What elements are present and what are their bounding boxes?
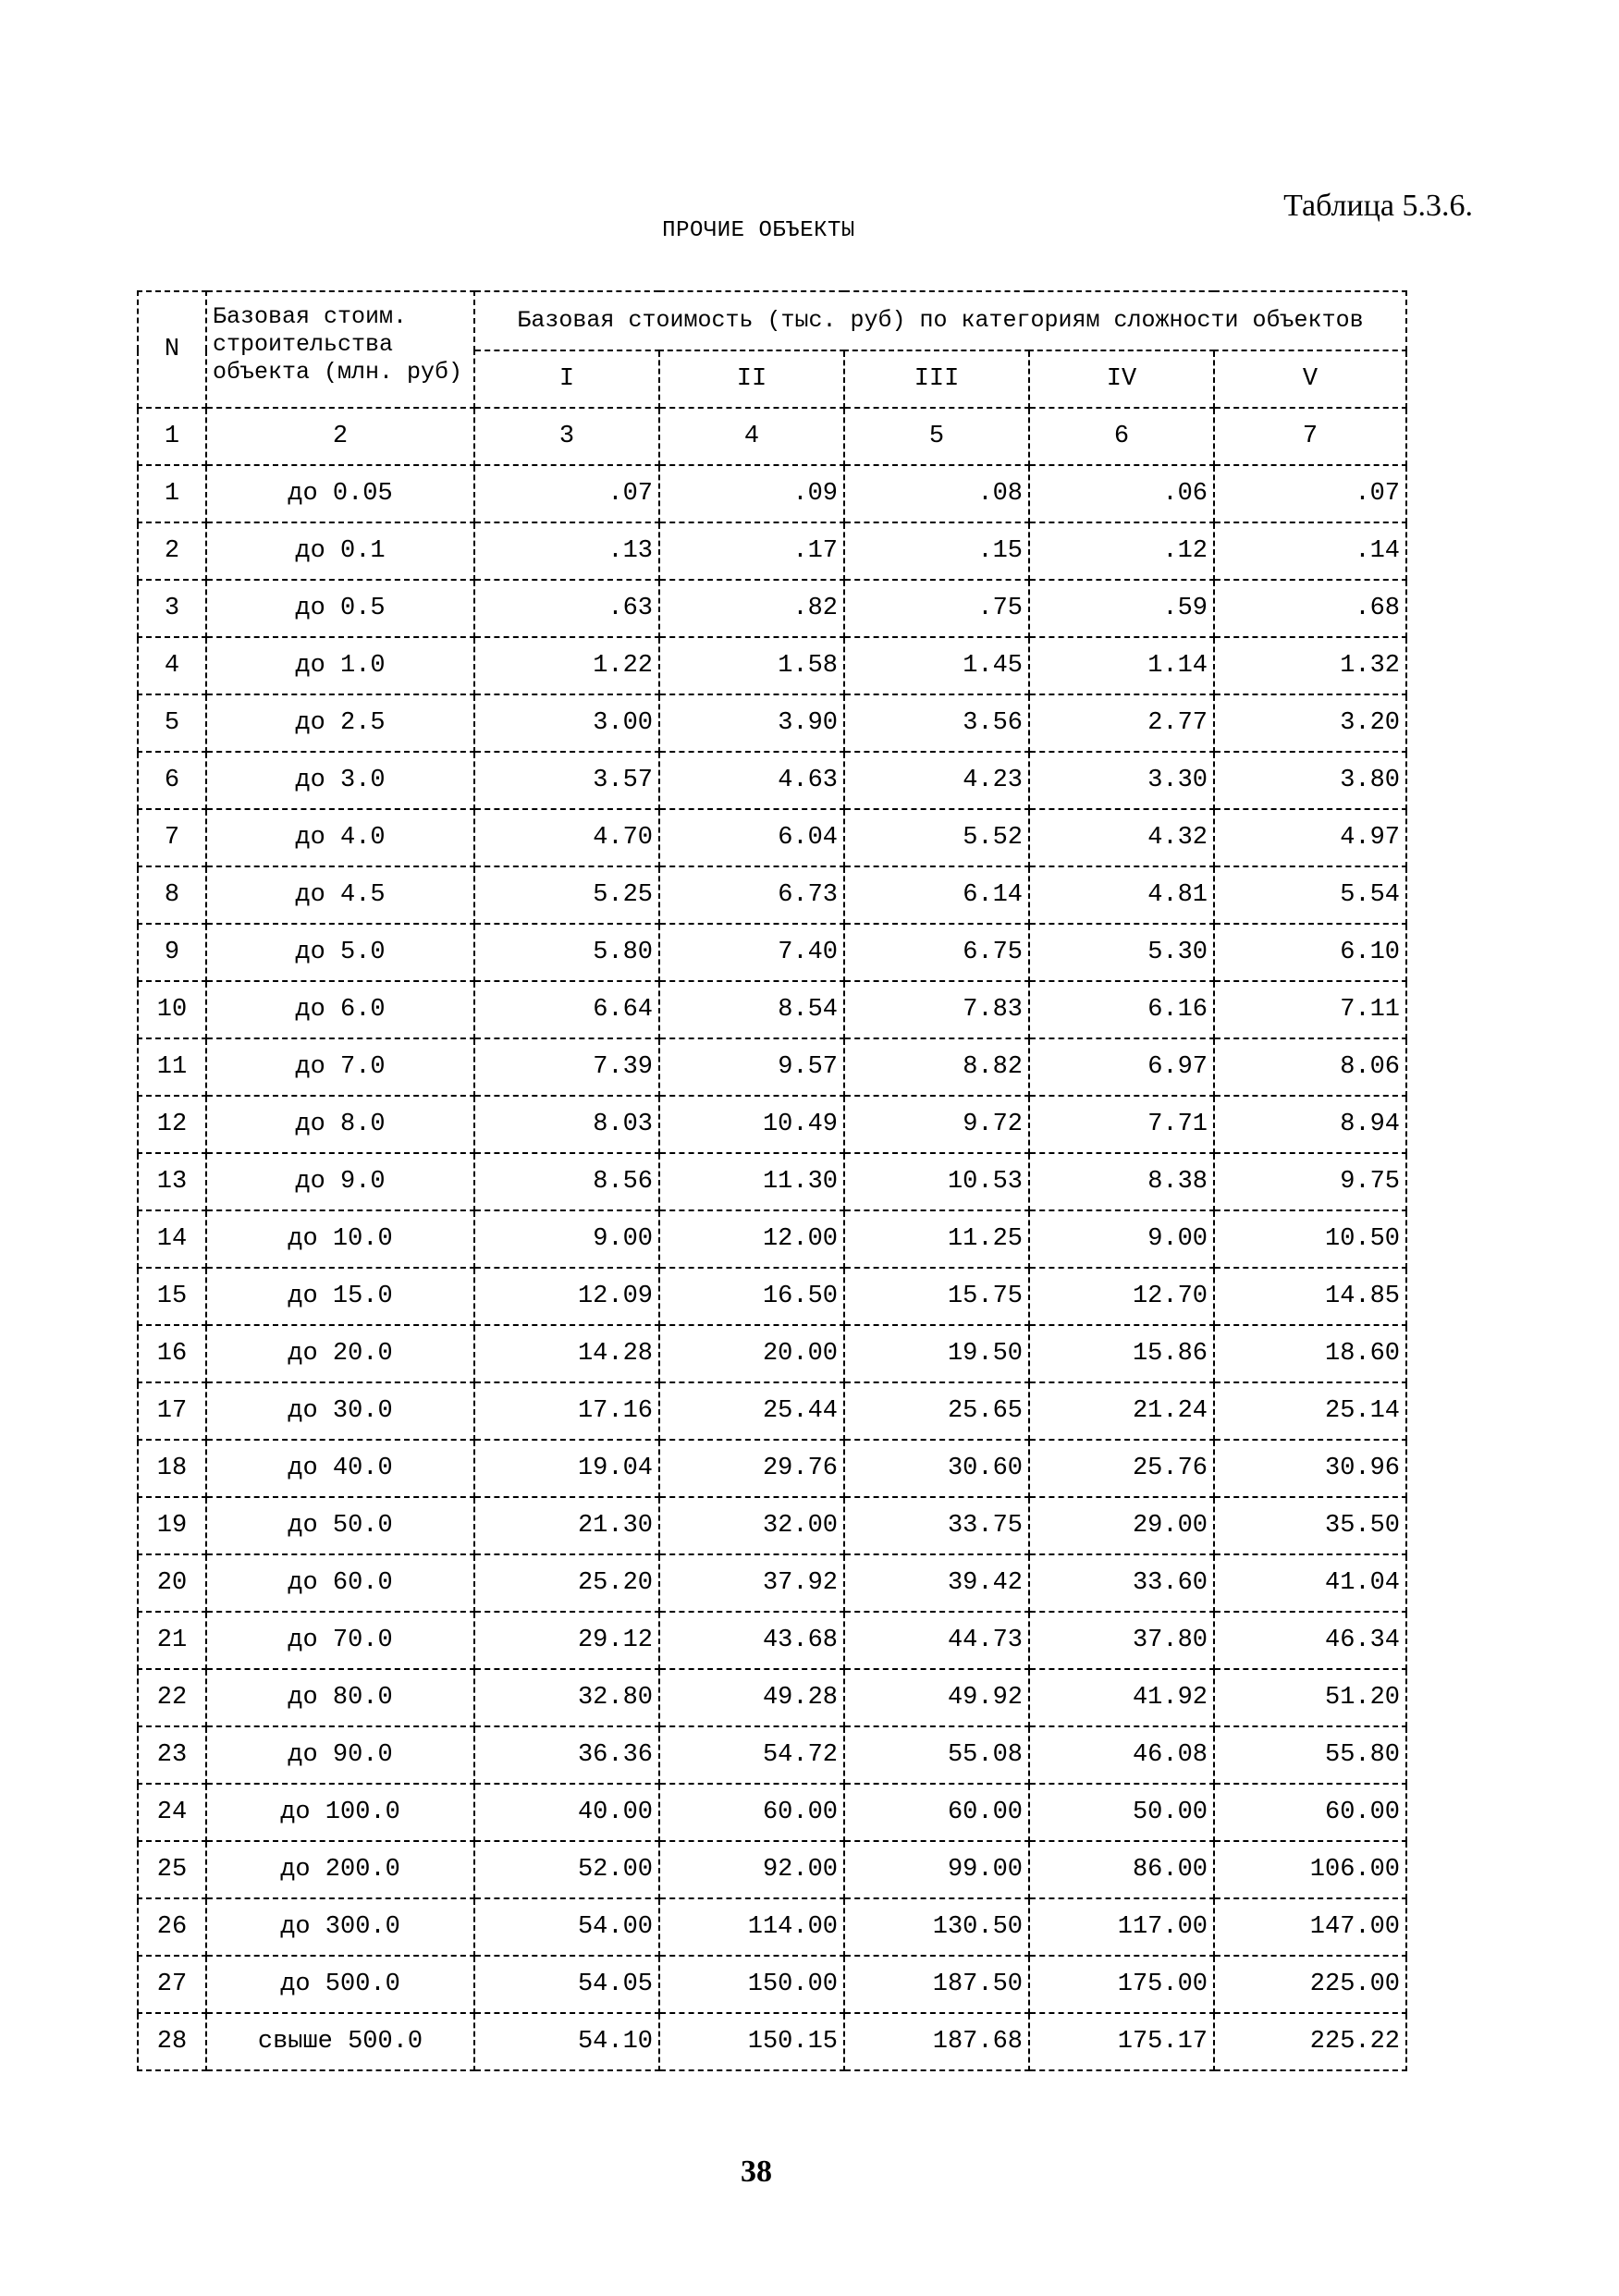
row-number: 7 bbox=[138, 809, 206, 866]
cost-value-category-4: 41.92 bbox=[1029, 1669, 1214, 1726]
cost-value-category-5: 60.00 bbox=[1214, 1784, 1406, 1841]
cost-value-category-2: 7.40 bbox=[659, 924, 844, 981]
cost-value-category-1: .07 bbox=[474, 465, 659, 522]
cost-value-category-2: 16.50 bbox=[659, 1268, 844, 1325]
cost-value-category-4: 4.81 bbox=[1029, 866, 1214, 924]
table-row bbox=[138, 866, 1406, 924]
cost-value-category-2: 9.57 bbox=[659, 1038, 844, 1096]
row-base-cost-range: до 0.05 bbox=[206, 465, 474, 522]
cost-value-category-2: 12.00 bbox=[659, 1210, 844, 1268]
row-number: 14 bbox=[138, 1210, 206, 1268]
table-row bbox=[138, 637, 1406, 694]
table-row bbox=[138, 1726, 1406, 1784]
cost-value-category-3: 44.73 bbox=[844, 1612, 1029, 1669]
row-number: 6 bbox=[138, 752, 206, 809]
cost-value-category-4: 117.00 bbox=[1029, 1898, 1214, 1956]
table-row bbox=[138, 1497, 1406, 1554]
table-row bbox=[138, 1153, 1406, 1210]
cost-value-category-5: .14 bbox=[1214, 522, 1406, 580]
cost-value-category-5: 5.54 bbox=[1214, 866, 1406, 924]
cost-value-category-3: 187.68 bbox=[844, 2013, 1029, 2070]
cost-value-category-5: 1.32 bbox=[1214, 637, 1406, 694]
row-base-cost-range: до 80.0 bbox=[206, 1669, 474, 1726]
table-row bbox=[138, 694, 1406, 752]
cost-value-category-3: 7.83 bbox=[844, 981, 1029, 1038]
cost-value-category-4: 15.86 bbox=[1029, 1325, 1214, 1382]
cost-value-category-2: 11.30 bbox=[659, 1153, 844, 1210]
table-row bbox=[138, 1096, 1406, 1153]
cost-value-category-2: 54.72 bbox=[659, 1726, 844, 1784]
cost-value-category-5: 18.60 bbox=[1214, 1325, 1406, 1382]
cost-value-category-5: .07 bbox=[1214, 465, 1406, 522]
cost-value-category-2: 32.00 bbox=[659, 1497, 844, 1554]
cost-value-category-5: 7.11 bbox=[1214, 981, 1406, 1038]
header-category-5: V bbox=[1214, 350, 1406, 408]
row-base-cost-range: до 6.0 bbox=[206, 981, 474, 1038]
cost-value-category-3: .15 bbox=[844, 522, 1029, 580]
cost-value-category-2: 6.73 bbox=[659, 866, 844, 924]
cost-value-category-4: 6.16 bbox=[1029, 981, 1214, 1038]
cost-value-category-3: 19.50 bbox=[844, 1325, 1029, 1382]
cost-value-category-2: .17 bbox=[659, 522, 844, 580]
column-numbers-row bbox=[138, 408, 1406, 465]
table-row bbox=[138, 1841, 1406, 1898]
cost-value-category-2: 8.54 bbox=[659, 981, 844, 1038]
row-number: 2 bbox=[138, 522, 206, 580]
cost-value-category-5: 46.34 bbox=[1214, 1612, 1406, 1669]
cost-value-category-5: 106.00 bbox=[1214, 1841, 1406, 1898]
cost-value-category-4: 1.14 bbox=[1029, 637, 1214, 694]
row-base-cost-range: свыше 500.0 bbox=[206, 2013, 474, 2070]
row-number: 24 bbox=[138, 1784, 206, 1841]
table-row bbox=[138, 809, 1406, 866]
row-base-cost-range: до 200.0 bbox=[206, 1841, 474, 1898]
header-cost-by-category: Базовая стоимость (тыс. руб) по категориям сложности объектов bbox=[474, 291, 1406, 350]
column-number: 5 bbox=[844, 408, 1029, 465]
cost-value-category-3: .75 bbox=[844, 580, 1029, 637]
row-base-cost-range: до 500.0 bbox=[206, 1956, 474, 2013]
cost-value-category-5: 14.85 bbox=[1214, 1268, 1406, 1325]
row-base-cost-range: до 60.0 bbox=[206, 1554, 474, 1612]
cost-value-category-1: .63 bbox=[474, 580, 659, 637]
cost-value-category-2: .09 bbox=[659, 465, 844, 522]
row-number: 19 bbox=[138, 1497, 206, 1554]
header-category-3: III bbox=[844, 350, 1029, 408]
cost-value-category-5: 30.96 bbox=[1214, 1440, 1406, 1497]
row-number: 15 bbox=[138, 1268, 206, 1325]
cost-value-category-5: 8.94 bbox=[1214, 1096, 1406, 1153]
cost-value-category-2: 49.28 bbox=[659, 1669, 844, 1726]
cost-value-category-1: 3.57 bbox=[474, 752, 659, 809]
cost-value-category-4: 12.70 bbox=[1029, 1268, 1214, 1325]
cost-value-category-1: 7.39 bbox=[474, 1038, 659, 1096]
row-number: 18 bbox=[138, 1440, 206, 1497]
table-row bbox=[138, 580, 1406, 637]
table-row bbox=[138, 1612, 1406, 1669]
row-number: 25 bbox=[138, 1841, 206, 1898]
cost-value-category-2: 29.76 bbox=[659, 1440, 844, 1497]
table-row bbox=[138, 1325, 1406, 1382]
row-base-cost-range: до 5.0 bbox=[206, 924, 474, 981]
table-row bbox=[138, 981, 1406, 1038]
cost-value-category-3: 6.14 bbox=[844, 866, 1029, 924]
row-base-cost-range: до 9.0 bbox=[206, 1153, 474, 1210]
row-base-cost-range: до 100.0 bbox=[206, 1784, 474, 1841]
cost-value-category-2: 43.68 bbox=[659, 1612, 844, 1669]
cost-value-category-2: 6.04 bbox=[659, 809, 844, 866]
row-number: 13 bbox=[138, 1153, 206, 1210]
cost-value-category-3: 8.82 bbox=[844, 1038, 1029, 1096]
cost-value-category-4: .12 bbox=[1029, 522, 1214, 580]
cost-value-category-3: 11.25 bbox=[844, 1210, 1029, 1268]
cost-value-category-5: 9.75 bbox=[1214, 1153, 1406, 1210]
cost-value-category-5: 3.80 bbox=[1214, 752, 1406, 809]
cost-value-category-4: 33.60 bbox=[1029, 1554, 1214, 1612]
cost-value-category-1: 4.70 bbox=[474, 809, 659, 866]
cost-value-category-4: 4.32 bbox=[1029, 809, 1214, 866]
cost-value-category-3: 15.75 bbox=[844, 1268, 1029, 1325]
cost-value-category-5: 55.80 bbox=[1214, 1726, 1406, 1784]
cost-value-category-2: 60.00 bbox=[659, 1784, 844, 1841]
cost-value-category-4: 46.08 bbox=[1029, 1726, 1214, 1784]
row-base-cost-range: до 90.0 bbox=[206, 1726, 474, 1784]
row-number: 28 bbox=[138, 2013, 206, 2070]
cost-value-category-1: 54.10 bbox=[474, 2013, 659, 2070]
table-row bbox=[138, 1784, 1406, 1841]
cost-value-category-3: 99.00 bbox=[844, 1841, 1029, 1898]
cost-value-category-4: 7.71 bbox=[1029, 1096, 1214, 1153]
cost-value-category-2: 37.92 bbox=[659, 1554, 844, 1612]
cost-value-category-5: .68 bbox=[1214, 580, 1406, 637]
cost-value-category-4: 29.00 bbox=[1029, 1497, 1214, 1554]
row-number: 9 bbox=[138, 924, 206, 981]
column-number: 3 bbox=[474, 408, 659, 465]
table-row bbox=[138, 2013, 1406, 2070]
row-number: 23 bbox=[138, 1726, 206, 1784]
table-body bbox=[138, 465, 1406, 2070]
cost-value-category-4: 21.24 bbox=[1029, 1382, 1214, 1440]
cost-value-category-3: 25.65 bbox=[844, 1382, 1029, 1440]
table-heading: ПРОЧИЕ ОБЪЕКТЫ bbox=[662, 218, 855, 243]
table-row bbox=[138, 1038, 1406, 1096]
row-number: 27 bbox=[138, 1956, 206, 2013]
cost-value-category-2: 92.00 bbox=[659, 1841, 844, 1898]
cost-value-category-2: 114.00 bbox=[659, 1898, 844, 1956]
column-number: 1 bbox=[138, 408, 206, 465]
table-row bbox=[138, 465, 1406, 522]
cost-value-category-3: 55.08 bbox=[844, 1726, 1029, 1784]
cost-value-category-1: 36.36 bbox=[474, 1726, 659, 1784]
row-base-cost-range: до 20.0 bbox=[206, 1325, 474, 1382]
cost-value-category-3: 30.60 bbox=[844, 1440, 1029, 1497]
cost-value-category-1: 8.03 bbox=[474, 1096, 659, 1153]
cost-value-category-3: 49.92 bbox=[844, 1669, 1029, 1726]
header-n: N bbox=[138, 291, 206, 408]
row-number: 16 bbox=[138, 1325, 206, 1382]
row-number: 3 bbox=[138, 580, 206, 637]
row-number: 5 bbox=[138, 694, 206, 752]
cost-value-category-4: 175.00 bbox=[1029, 1956, 1214, 2013]
cost-value-category-4: 50.00 bbox=[1029, 1784, 1214, 1841]
cost-value-category-4: 175.17 bbox=[1029, 2013, 1214, 2070]
row-number: 1 bbox=[138, 465, 206, 522]
header-category-1: I bbox=[474, 350, 659, 408]
table-header bbox=[138, 291, 1406, 408]
row-number: 26 bbox=[138, 1898, 206, 1956]
table-row bbox=[138, 924, 1406, 981]
cost-value-category-5: 8.06 bbox=[1214, 1038, 1406, 1096]
cost-value-category-1: .13 bbox=[474, 522, 659, 580]
row-number: 21 bbox=[138, 1612, 206, 1669]
cost-value-category-1: 14.28 bbox=[474, 1325, 659, 1382]
cost-value-category-5: 6.10 bbox=[1214, 924, 1406, 981]
cost-table bbox=[137, 290, 1407, 2071]
row-number: 8 bbox=[138, 866, 206, 924]
cost-value-category-4: .59 bbox=[1029, 580, 1214, 637]
cost-value-category-1: 1.22 bbox=[474, 637, 659, 694]
header-category-4: IV bbox=[1029, 350, 1214, 408]
cost-value-category-5: 225.22 bbox=[1214, 2013, 1406, 2070]
column-number: 6 bbox=[1029, 408, 1214, 465]
row-number: 10 bbox=[138, 981, 206, 1038]
table-row bbox=[138, 1382, 1406, 1440]
row-number: 20 bbox=[138, 1554, 206, 1612]
cost-value-category-1: 19.04 bbox=[474, 1440, 659, 1497]
row-base-cost-range: до 2.5 bbox=[206, 694, 474, 752]
cost-value-category-3: .08 bbox=[844, 465, 1029, 522]
row-base-cost-range: до 30.0 bbox=[206, 1382, 474, 1440]
cost-value-category-4: 5.30 bbox=[1029, 924, 1214, 981]
cost-value-category-5: 3.20 bbox=[1214, 694, 1406, 752]
cost-value-category-3: 33.75 bbox=[844, 1497, 1029, 1554]
cost-value-category-5: 51.20 bbox=[1214, 1669, 1406, 1726]
row-base-cost-range: до 8.0 bbox=[206, 1096, 474, 1153]
cost-value-category-3: 39.42 bbox=[844, 1554, 1029, 1612]
row-base-cost-range: до 40.0 bbox=[206, 1440, 474, 1497]
cost-value-category-2: 4.63 bbox=[659, 752, 844, 809]
row-base-cost-range: до 300.0 bbox=[206, 1898, 474, 1956]
row-base-cost-range: до 70.0 bbox=[206, 1612, 474, 1669]
table-row bbox=[138, 752, 1406, 809]
cost-value-category-2: 150.00 bbox=[659, 1956, 844, 2013]
cost-value-category-2: 20.00 bbox=[659, 1325, 844, 1382]
cost-value-category-3: 5.52 bbox=[844, 809, 1029, 866]
cost-value-category-5: 25.14 bbox=[1214, 1382, 1406, 1440]
cost-value-category-5: 41.04 bbox=[1214, 1554, 1406, 1612]
row-base-cost-range: до 50.0 bbox=[206, 1497, 474, 1554]
cost-value-category-3: 3.56 bbox=[844, 694, 1029, 752]
cost-value-category-5: 225.00 bbox=[1214, 1956, 1406, 2013]
row-number: 22 bbox=[138, 1669, 206, 1726]
row-base-cost-range: до 4.0 bbox=[206, 809, 474, 866]
cost-value-category-1: 5.25 bbox=[474, 866, 659, 924]
cost-value-category-1: 17.16 bbox=[474, 1382, 659, 1440]
page-number: 38 bbox=[741, 2155, 772, 2189]
cost-value-category-1: 3.00 bbox=[474, 694, 659, 752]
cost-value-category-3: 60.00 bbox=[844, 1784, 1029, 1841]
cost-value-category-3: 9.72 bbox=[844, 1096, 1029, 1153]
table-row bbox=[138, 1956, 1406, 2013]
column-number: 7 bbox=[1214, 408, 1406, 465]
table-row bbox=[138, 1268, 1406, 1325]
cost-value-category-1: 5.80 bbox=[474, 924, 659, 981]
header-base-cost: Базовая стоим. строительства объекта (млн. руб) bbox=[206, 291, 474, 408]
cost-value-category-3: 10.53 bbox=[844, 1153, 1029, 1210]
cost-value-category-1: 12.09 bbox=[474, 1268, 659, 1325]
cost-value-category-3: 187.50 bbox=[844, 1956, 1029, 2013]
cost-value-category-1: 29.12 bbox=[474, 1612, 659, 1669]
cost-value-category-3: 6.75 bbox=[844, 924, 1029, 981]
cost-value-category-4: 8.38 bbox=[1029, 1153, 1214, 1210]
cost-value-category-3: 1.45 bbox=[844, 637, 1029, 694]
cost-value-category-4: 2.77 bbox=[1029, 694, 1214, 752]
cost-value-category-4: 37.80 bbox=[1029, 1612, 1214, 1669]
cost-value-category-1: 6.64 bbox=[474, 981, 659, 1038]
cost-value-category-1: 8.56 bbox=[474, 1153, 659, 1210]
table-row bbox=[138, 522, 1406, 580]
cost-value-category-2: .82 bbox=[659, 580, 844, 637]
cost-value-category-1: 9.00 bbox=[474, 1210, 659, 1268]
row-base-cost-range: до 15.0 bbox=[206, 1268, 474, 1325]
cost-value-category-4: 6.97 bbox=[1029, 1038, 1214, 1096]
column-number: 4 bbox=[659, 408, 844, 465]
row-base-cost-range: до 4.5 bbox=[206, 866, 474, 924]
row-number: 17 bbox=[138, 1382, 206, 1440]
column-number: 2 bbox=[206, 408, 474, 465]
cost-value-category-1: 40.00 bbox=[474, 1784, 659, 1841]
row-base-cost-range: до 0.5 bbox=[206, 580, 474, 637]
cost-value-category-1: 52.00 bbox=[474, 1841, 659, 1898]
table-row bbox=[138, 1440, 1406, 1497]
table-row bbox=[138, 1898, 1406, 1956]
cost-value-category-3: 130.50 bbox=[844, 1898, 1029, 1956]
table-row bbox=[138, 1669, 1406, 1726]
cost-value-category-4: 25.76 bbox=[1029, 1440, 1214, 1497]
header-category-2: II bbox=[659, 350, 844, 408]
cost-value-category-5: 10.50 bbox=[1214, 1210, 1406, 1268]
cost-value-category-1: 54.05 bbox=[474, 1956, 659, 2013]
cost-value-category-3: 4.23 bbox=[844, 752, 1029, 809]
cost-value-category-2: 10.49 bbox=[659, 1096, 844, 1153]
cost-value-category-2: 25.44 bbox=[659, 1382, 844, 1440]
cost-value-category-5: 147.00 bbox=[1214, 1898, 1406, 1956]
table-label: Таблица 5.3.6. bbox=[1283, 189, 1473, 223]
cost-value-category-1: 25.20 bbox=[474, 1554, 659, 1612]
row-number: 4 bbox=[138, 637, 206, 694]
row-base-cost-range: до 0.1 bbox=[206, 522, 474, 580]
table-row bbox=[138, 1210, 1406, 1268]
row-base-cost-range: до 7.0 bbox=[206, 1038, 474, 1096]
cost-value-category-2: 1.58 bbox=[659, 637, 844, 694]
cost-value-category-4: 86.00 bbox=[1029, 1841, 1214, 1898]
row-base-cost-range: до 10.0 bbox=[206, 1210, 474, 1268]
cost-value-category-4: 3.30 bbox=[1029, 752, 1214, 809]
row-number: 11 bbox=[138, 1038, 206, 1096]
row-base-cost-range: до 1.0 bbox=[206, 637, 474, 694]
table-row bbox=[138, 1554, 1406, 1612]
row-number: 12 bbox=[138, 1096, 206, 1153]
cost-value-category-2: 3.90 bbox=[659, 694, 844, 752]
cost-value-category-1: 32.80 bbox=[474, 1669, 659, 1726]
cost-value-category-4: 9.00 bbox=[1029, 1210, 1214, 1268]
row-base-cost-range: до 3.0 bbox=[206, 752, 474, 809]
cost-value-category-1: 21.30 bbox=[474, 1497, 659, 1554]
cost-value-category-5: 4.97 bbox=[1214, 809, 1406, 866]
cost-value-category-5: 35.50 bbox=[1214, 1497, 1406, 1554]
cost-value-category-1: 54.00 bbox=[474, 1898, 659, 1956]
cost-value-category-2: 150.15 bbox=[659, 2013, 844, 2070]
cost-value-category-4: .06 bbox=[1029, 465, 1214, 522]
